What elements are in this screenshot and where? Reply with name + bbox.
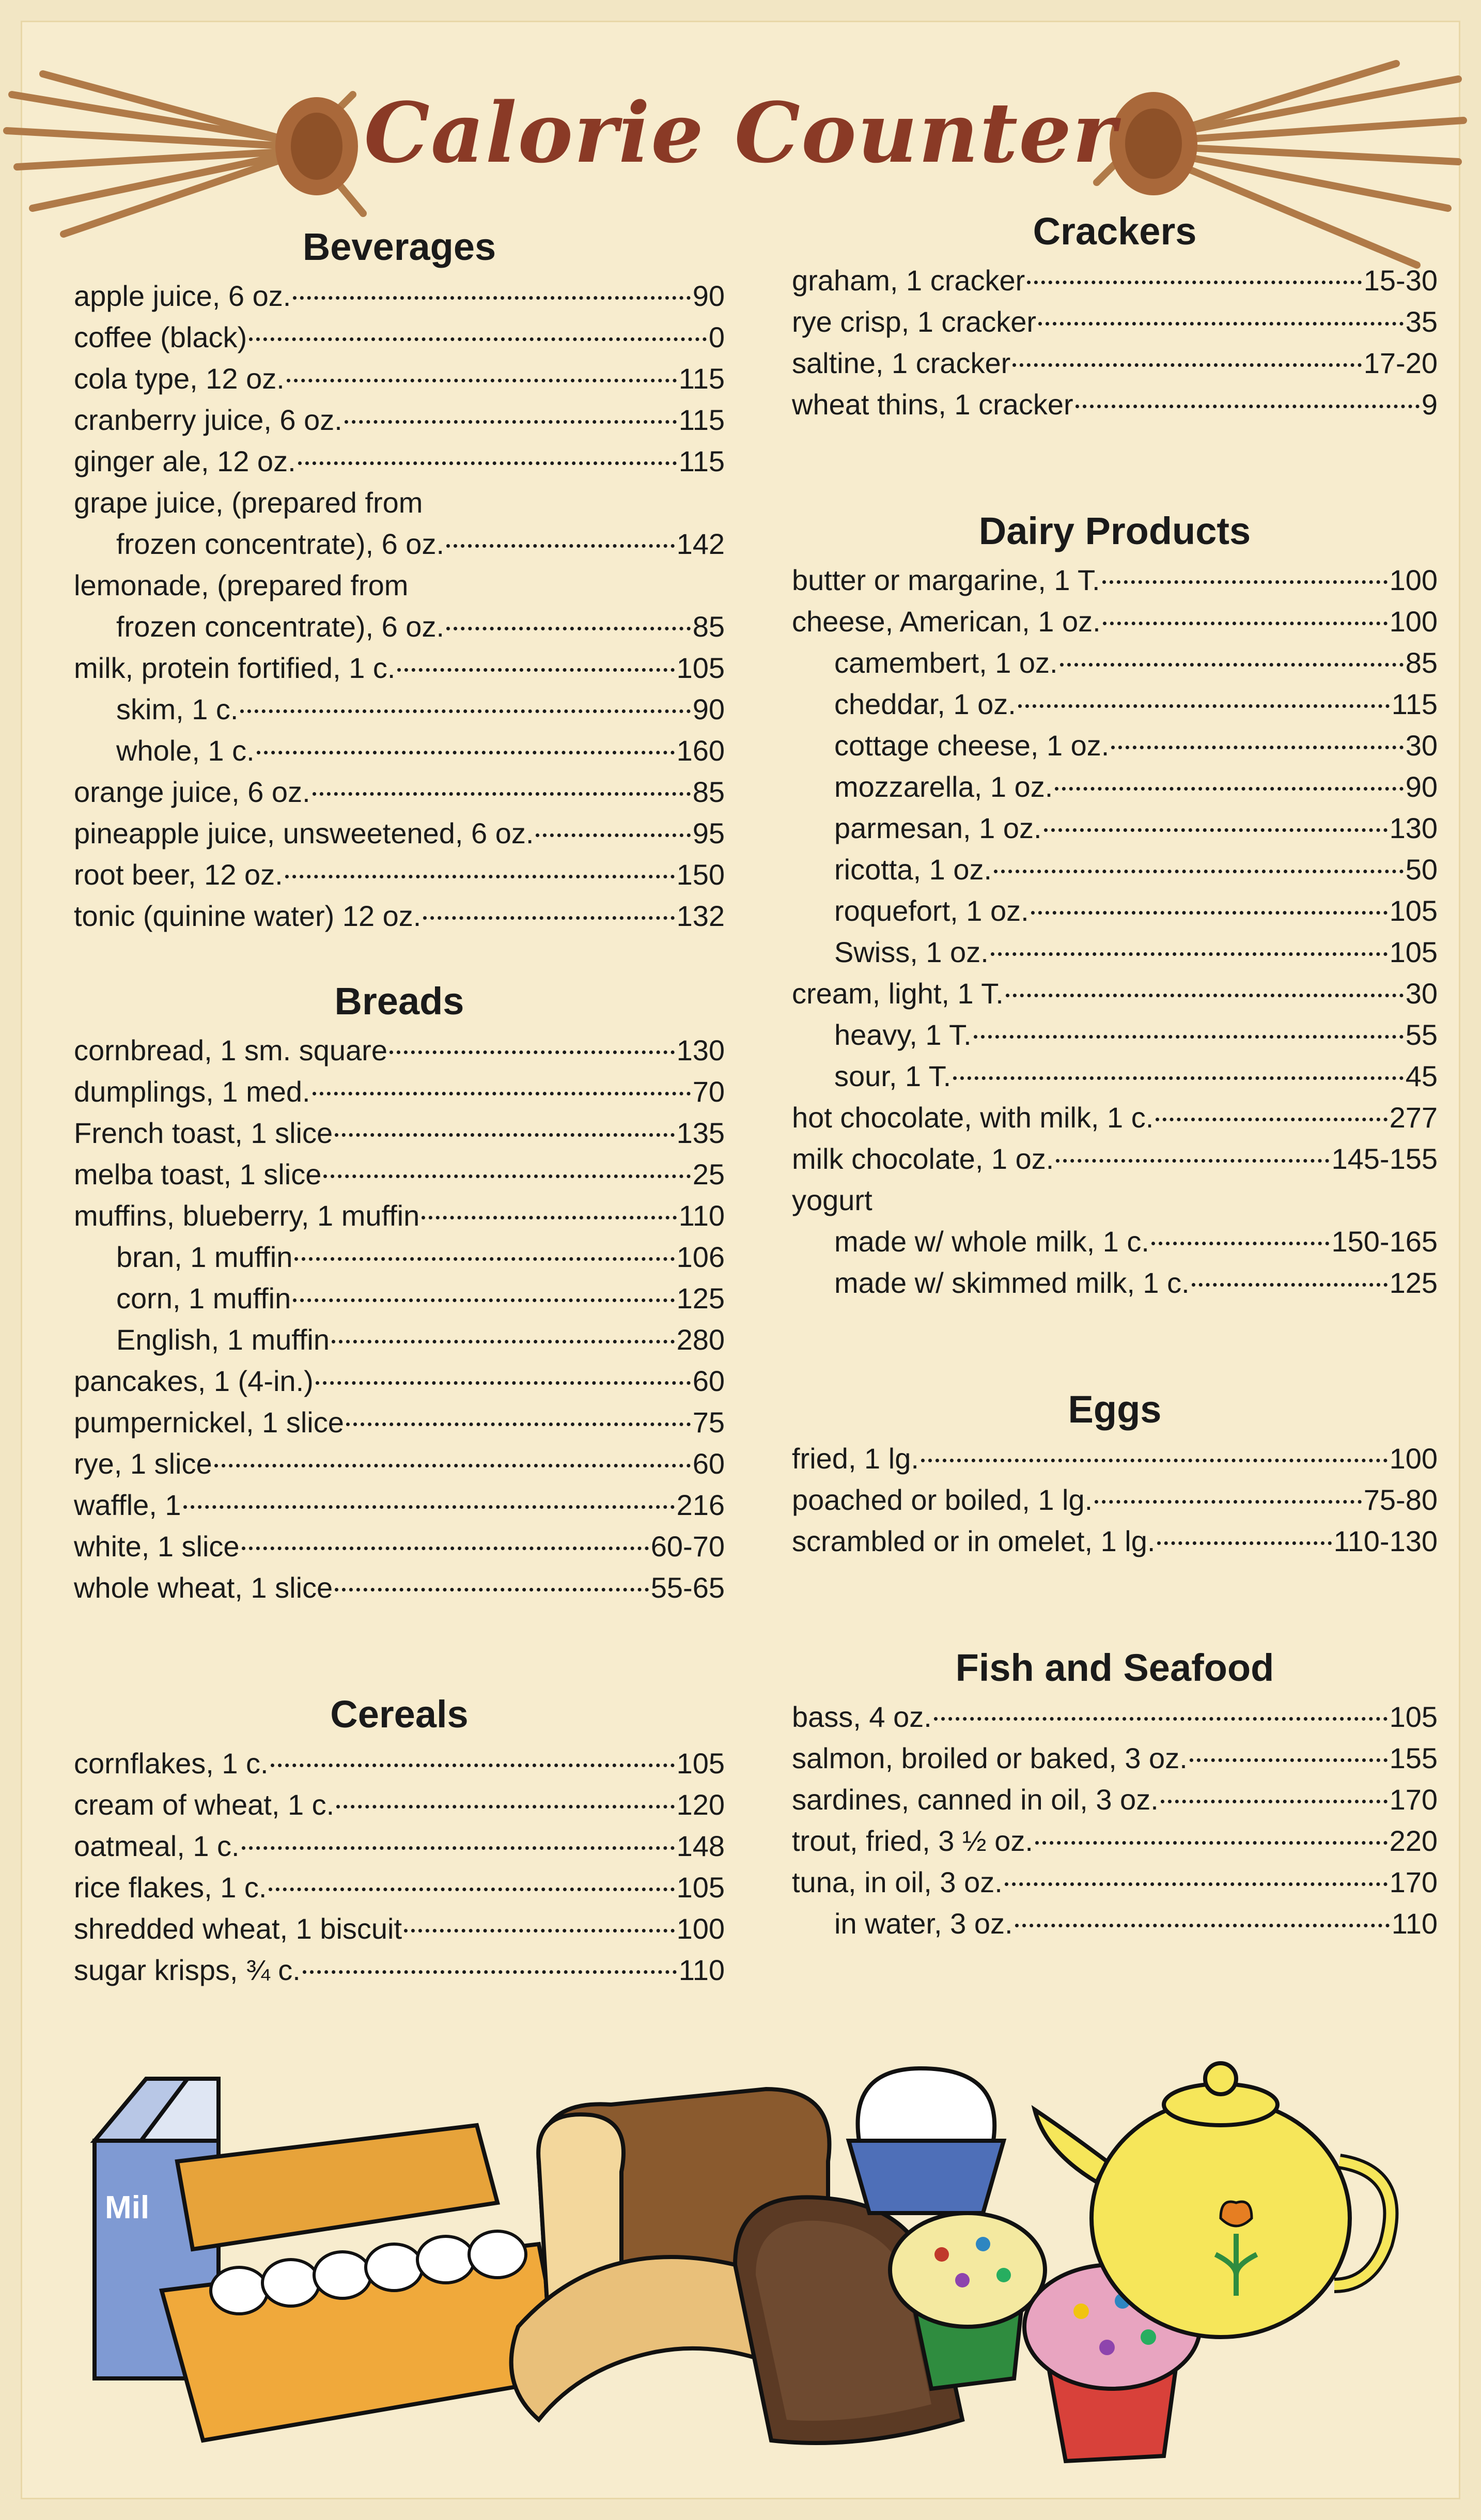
list-item: pancakes, 1 (4-in.) 60 [74,1365,725,1397]
list-item: butter or margarine, 1 T. 100 [792,564,1438,596]
eggs-list [792,1438,1438,1562]
list-item: hot chocolate, with milk, 1 c. 277 [792,1101,1438,1134]
section-title-eggs: Eggs [1068,1388,1162,1431]
calorie-counter-page [21,21,1460,2499]
list-item: in water, 3 oz. 110 [834,1907,1438,1940]
list-item: wheat thins, 1 cracker 9 [792,388,1438,421]
egg-carton-icon [162,2125,565,2440]
milk-carton-label: Mil [105,2190,150,2225]
list-item: heavy, 1 T. 55 [834,1018,1438,1051]
list-item: made w/ whole milk, 1 c. 150-165 [834,1225,1438,1258]
list-item: bran, 1 muffin 106 [116,1241,725,1273]
list-item: Swiss, 1 oz. 105 [834,936,1438,968]
list-item: roquefort, 1 oz. 105 [834,894,1438,927]
list-item: rye, 1 slice 60 [74,1447,725,1480]
list-item: cranberry juice, 6 oz. 115 [74,404,725,436]
list-item: cream of wheat, 1 c. 120 [74,1788,725,1821]
list-item: scrambled or in omelet, 1 lg. 110-130 [792,1525,1438,1557]
list-item-continuation: frozen concentrate), 6 oz. 85 [116,610,725,643]
list-item: lemonade, (prepared from [74,569,409,601]
list-item: muffins, blueberry, 1 muffin 110 [74,1199,725,1232]
list-item: grape juice, (prepared from [74,486,423,519]
list-item: skim, 1 c. 90 [116,693,725,725]
list-item: cornflakes, 1 c. 105 [74,1747,725,1780]
section-title-fish-and-seafood: Fish and Seafood [955,1646,1274,1689]
cupcake-icon [849,2068,1004,2213]
list-item: camembert, 1 oz. 85 [834,646,1438,679]
list-item: pumpernickel, 1 slice 75 [74,1406,725,1439]
list-item: trout, fried, 3 ½ oz. 220 [792,1825,1438,1857]
list-item: English, 1 muffin 280 [116,1323,725,1356]
list-item: milk chocolate, 1 oz. 145-155 [792,1142,1438,1175]
list-item: pineapple juice, unsweetened, 6 oz. 95 [74,817,725,849]
list-item: parmesan, 1 oz. 130 [834,812,1438,844]
list-item: sour, 1 T. 45 [834,1060,1438,1092]
list-item: mozzarella, 1 oz. 90 [834,770,1438,803]
list-item: sugar krisps, ¾ c. 110 [74,1954,725,1986]
section-title-breads: Breads [334,980,464,1023]
list-item: melba toast, 1 slice 25 [74,1158,725,1191]
list-item: milk, protein fortified, 1 c. 105 [74,652,725,684]
list-item: white, 1 slice 60-70 [74,1530,725,1563]
list-item: cornbread, 1 sm. square 130 [74,1034,725,1066]
right-column [792,203,1438,1944]
list-item: bass, 4 oz. 105 [792,1700,1438,1733]
section-title-beverages: Beverages [302,225,496,268]
list-item: root beer, 12 oz. 150 [74,858,725,891]
left-column [74,219,725,1991]
page-title: Calorie Counter [364,84,1117,181]
list-item: ginger ale, 12 oz. 115 [74,445,725,477]
list-item: ricotta, 1 oz. 50 [834,853,1438,886]
list-item: yogurt [792,1184,872,1216]
dairy-list [792,560,1438,1304]
crackers-list [792,260,1438,425]
list-item: orange juice, 6 oz. 85 [74,776,725,808]
list-item: cheese, American, 1 oz. 100 [792,605,1438,638]
list-item: graham, 1 cracker 15-30 [792,264,1438,297]
breads-list [74,1030,725,1609]
beverages-list [74,275,725,937]
list-item: shredded wheat, 1 biscuit 100 [74,1912,725,1945]
fish-list [792,1696,1438,1944]
section-title-cereals: Cereals [330,1693,469,1736]
list-item: rice flakes, 1 c. 105 [74,1871,725,1904]
list-item: poached or boiled, 1 lg. 75-80 [792,1483,1438,1516]
list-item: made w/ skimmed milk, 1 c. 125 [834,1266,1438,1299]
list-item: whole, 1 c. 160 [116,734,725,767]
list-item: rye crisp, 1 cracker 35 [792,305,1438,338]
list-item: oatmeal, 1 c. 148 [74,1830,725,1862]
list-item: saltine, 1 cracker 17-20 [792,347,1438,379]
list-item: cream, light, 1 T. 30 [792,977,1438,1010]
list-item: waffle, 1 216 [74,1489,725,1521]
section-title-dairy-products: Dairy Products [978,509,1251,552]
list-item: cola type, 12 oz. 115 [74,362,725,395]
list-item: coffee (black) 0 [74,321,725,353]
list-item: sardines, canned in oil, 3 oz. 170 [792,1783,1438,1816]
cereals-list [74,1743,725,1991]
list-item-continuation: frozen concentrate), 6 oz. 142 [116,528,725,560]
food-illustration [84,2048,1407,2471]
list-item: corn, 1 muffin 125 [116,1282,725,1315]
list-item: tonic (quinine water) 12 oz. 132 [74,900,725,932]
list-item: cottage cheese, 1 oz. 30 [834,729,1438,762]
list-item: dumplings, 1 med. 70 [74,1075,725,1108]
list-item: whole wheat, 1 slice 55-65 [74,1571,725,1604]
list-item: fried, 1 lg. 100 [792,1442,1438,1475]
list-item: salmon, broiled or baked, 3 oz. 155 [792,1742,1438,1774]
list-item: cheddar, 1 oz. 115 [834,688,1438,720]
list-item: apple juice, 6 oz. 90 [74,280,725,312]
section-title-crackers: Crackers [1033,210,1197,253]
list-item: French toast, 1 slice 135 [74,1117,725,1149]
list-item: tuna, in oil, 3 oz. 170 [792,1866,1438,1898]
